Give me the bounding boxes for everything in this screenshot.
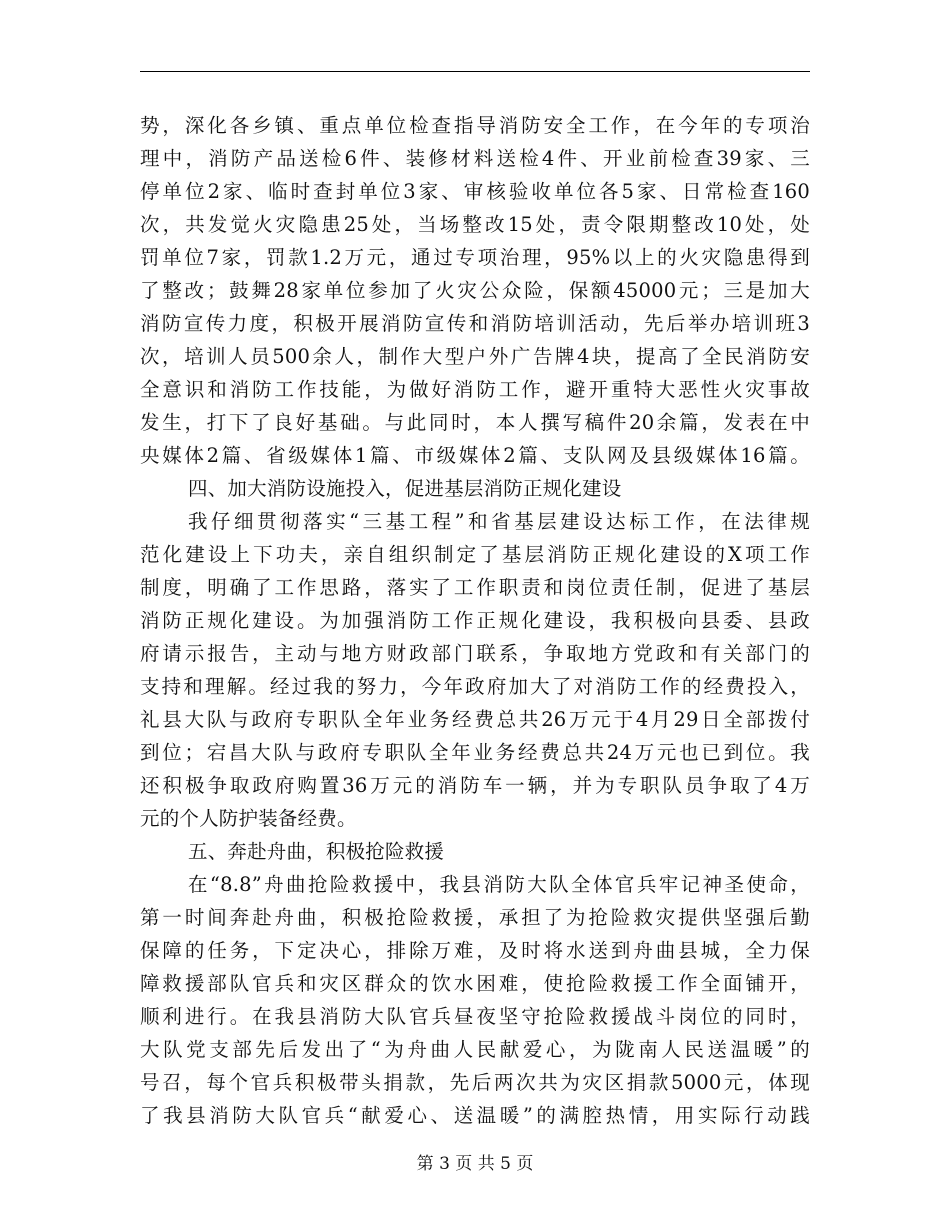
text-line: 央媒体2篇、省级媒体1篇、市级媒体2篇、支队网及县级媒体16篇。 xyxy=(140,444,810,467)
text-line: 五、奔赴舟曲，积极抢险救援 xyxy=(188,840,445,863)
text-line: 支持和理解。经过我的努力，今年政府加大了对消防工作的经费投入， xyxy=(140,675,810,698)
text-line: 理中，消防产品送检6件、装修材料送检4件、开业前检查39家、三 xyxy=(140,147,810,170)
page-footer: 第 3 页 共 5 页 xyxy=(416,1154,534,1174)
text-line: 了整改；鼓舞28家单位参加了火灾公众险，保额45000元；三是加大 xyxy=(140,279,810,302)
text-line: 礼县大队与政府专职队全年业务经费总共26万元于4月29日全部拨付 xyxy=(140,708,810,731)
text-line: 顺利进行。在我县消防大队官兵昼夜坚守抢险救援战斗岗位的同时， xyxy=(140,1005,810,1028)
text-line: 范化建设上下功夫，亲自组织制定了基层消防正规化建设的X项工作 xyxy=(140,543,810,566)
text-line: 制度，明确了工作思路，落实了工作职责和岗位责任制，促进了基层 xyxy=(140,576,810,599)
text-line: 次，培训人员500余人，制作大型户外广告牌4块，提高了全民消防安 xyxy=(140,345,810,368)
text-line: 停单位2家、临时查封单位3家、审核验收单位各5家、日常检查160 xyxy=(140,180,810,203)
header-rule xyxy=(140,71,810,72)
text-line: 到位；宕昌大队与政府专职队全年业务经费总共24万元也已到位。我 xyxy=(140,741,810,764)
text-line: 四、加大消防设施投入，促进基层消防正规化建设 xyxy=(188,477,622,500)
text-line: 第一时间奔赴舟曲，积极抢险救援，承担了为抢险救灾提供坚强后勤 xyxy=(140,906,810,929)
text-line: 保障的任务，下定决心，排除万难，及时将水送到舟曲县城，全力保 xyxy=(140,939,810,962)
text-line: 消防宣传力度，积极开展消防宣传和消防培训活动，先后举办培训班3 xyxy=(140,312,810,335)
text-line: 我仔细贯彻落实“三基工程”和省基层建设达标工作，在法律规 xyxy=(188,510,810,533)
text-line: 还积极争取政府购置36万元的消防车一辆，并为专职队员争取了4万 xyxy=(140,774,810,797)
text-line: 大队党支部先后发出了“为舟曲人民献爱心，为陇南人民送温暖”的 xyxy=(140,1038,810,1061)
text-line: 全意识和消防工作技能，为做好消防工作，避开重特大恶性火灾事故 xyxy=(140,378,810,401)
text-line: 次，共发觉火灾隐患25处，当场整改15处，责令限期整改10处，处 xyxy=(140,213,810,236)
text-line: 元的个人防护装备经费。 xyxy=(140,807,357,830)
text-line: 罚单位7家，罚款1.2万元，通过专项治理，95%以上的火灾隐患得到 xyxy=(140,246,810,269)
text-line: 了我县消防大队官兵“献爱心、送温暖”的满腔热情，用实际行动践 xyxy=(140,1104,810,1127)
text-line: 障救援部队官兵和灾区群众的饮水困难，使抢险救援工作全面铺开， xyxy=(140,972,810,995)
text-line: 号召，每个官兵积极带头捐款，先后两次共为灾区捐款5000元，体现 xyxy=(140,1071,810,1094)
text-line: 在“8.8”舟曲抢险救援中，我县消防大队全体官兵牢记神圣使命， xyxy=(188,873,810,896)
text-line: 府请示报告，主动与地方财政部门联系，争取地方党政和有关部门的 xyxy=(140,642,810,665)
text-line: 消防正规化建设。为加强消防工作正规化建设，我积极向县委、县政 xyxy=(140,609,810,632)
text-line: 势，深化各乡镇、重点单位检查指导消防安全工作，在今年的专项治 xyxy=(140,114,810,137)
text-line: 发生，打下了良好基础。与此同时，本人撰写稿件20余篇，发表在中 xyxy=(140,411,810,434)
